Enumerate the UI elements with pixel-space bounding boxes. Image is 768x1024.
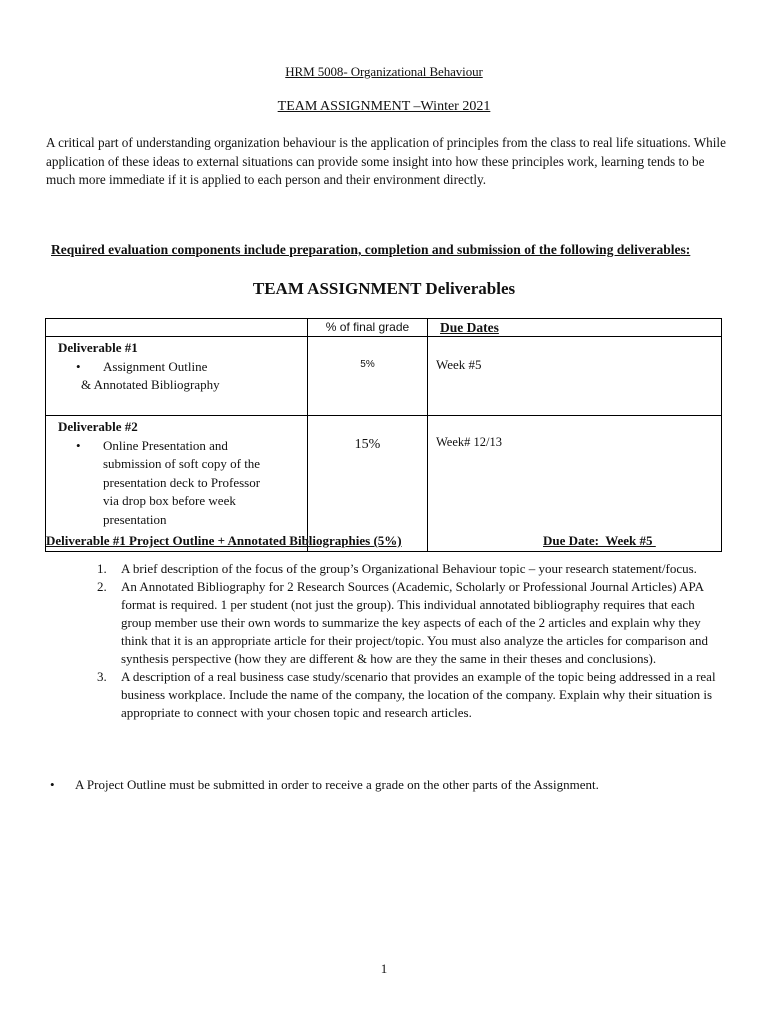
deliverable-1-heading-text: Deliverable #1 Project Outline + Annotated Bibliographies (5%) (46, 533, 402, 548)
deliverable-2-cell (46, 416, 308, 552)
list-item-text: A description of a real business case study/scenario that provides an example of the topic being addressed in a real business workplace. Include the name of the company, the location of the company. Explain why their situation is appropriate to connect with your chosen topic and research articles. (121, 669, 716, 720)
deliverable-1-title: Deliverable #1 (58, 340, 138, 355)
list-item-text: An Annotated Bibliography for 2 Research Sources (Academic, Scholarly or Professional Journal Articles) APA format is required. 1 per student (not just the group). This individual annotated bibliography requires that each group member use their own words to summarize the key aspects of each of the 2 articles and explain why they think that it is an appropriate article for their project/topic. You must also analyze the articles for comparison and synthesis perspective (how they are different & how are they the same in their theses and conclusions). (121, 579, 708, 666)
deliverable-2-line: Online Presentation and (103, 437, 228, 453)
deliverable-2-bullet (58, 437, 307, 530)
deliverable-1-continuation: & Annotated Bibliography (81, 377, 220, 392)
table-header-blank (46, 319, 308, 337)
deliverable-1-bullet (58, 358, 307, 377)
deliverable-2-line: presentation (103, 511, 167, 527)
table-row (46, 416, 722, 552)
bullet-icon: • (76, 437, 81, 453)
project-outline-note-text: A Project Outline must be submitted in order to receive a grade on the other parts of the Assignment. (75, 777, 599, 792)
table-header-pct: % of final grade (308, 319, 428, 337)
deliverable-1-pct: 5% (308, 337, 428, 416)
deliverable-1-section-heading (46, 533, 696, 549)
deliverable-1-requirements-list (97, 560, 727, 722)
deliverable-2-line: submission of soft copy of the (103, 456, 261, 471)
list-item (97, 578, 727, 668)
course-title: HRM 5008- Organizational Behaviour (285, 64, 483, 79)
bullet-icon: • (76, 358, 81, 374)
deliverable-2-title: Deliverable #2 (58, 419, 138, 434)
table-row (46, 337, 722, 416)
deliverable-2-line: presentation deck to Professor (103, 474, 261, 490)
table-header-due (428, 319, 722, 337)
list-item-number: 1. (97, 561, 107, 576)
list-item (97, 560, 727, 578)
list-item (97, 668, 727, 722)
deliverable-1-due-date: Due Date: Week #5 (543, 533, 656, 548)
deliverable-2-line: via drop box before week (103, 493, 236, 508)
deliverable-1-due: Week #5 (428, 337, 722, 416)
table-header-due-label: Due Dates (440, 320, 499, 335)
page-number: 1 (380, 961, 388, 976)
deliverable-2-due: Week# 12/13 (428, 416, 722, 552)
list-item-text: A brief description of the focus of the group’s Organizational Behaviour topic – your research statement/focus. (121, 561, 697, 576)
deliverable-1-bullet-text: Assignment Outline (103, 358, 208, 374)
bullet-icon: • (50, 777, 55, 792)
table-header-row (46, 319, 722, 337)
list-item-number: 2. (97, 579, 107, 594)
deliverables-table (45, 318, 722, 552)
deliverable-1-cell (46, 337, 308, 416)
list-item-number: 3. (97, 669, 107, 684)
deliverables-heading: TEAM ASSIGNMENT Deliverables (252, 279, 516, 298)
assignment-title: TEAM ASSIGNMENT –Winter 2021 (277, 99, 491, 114)
project-outline-note (50, 776, 730, 794)
intro-paragraph: A critical part of understanding organization behaviour is the application of principles from the class to real life situations. While application of these ideas to external situations can provide some insight into how these principles work, learning tends to be much more immediate if it is applied to each person and their environment directly. (46, 135, 726, 187)
deliverable-2-pct: 15% (308, 416, 428, 552)
required-components-heading: Required evaluation components include preparation, completion and submission of the following deliverables: (51, 242, 691, 257)
